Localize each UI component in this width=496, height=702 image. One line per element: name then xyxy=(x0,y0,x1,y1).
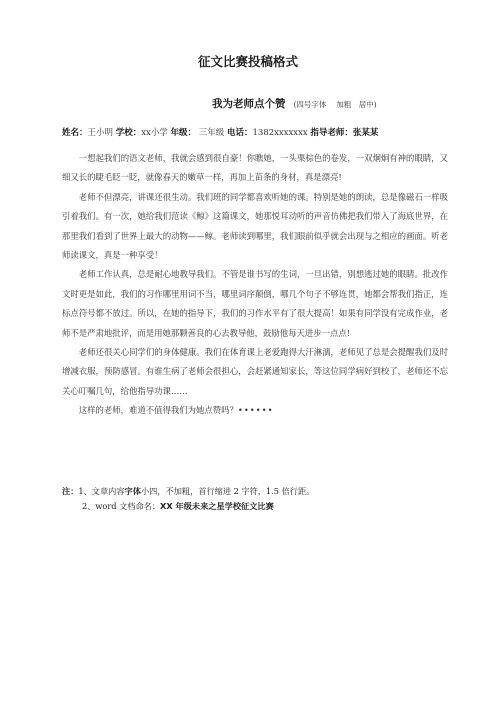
grade-value: 三年级 xyxy=(198,128,225,138)
note-item-1-bold: 字体 xyxy=(124,486,141,496)
essay-paragraph-3: 老师工作认真，总是耐心地教导我们。不管是谁书写的生词，一旦出错，别想逃过她的眼睛。批改作文时更是如此，我们的习作哪里用词不当，哪里词序颠倒，哪几个句子不够连贯，她都会帮我们指正，连标点符号都不放过。所以，在她的指导下，我们的习作水平有了很大提高！如果有同学没有完成作业，老师不是严肃地批评，而是用她那颗善良的心去教导他，鼓励他每天进步一点点! xyxy=(62,269,448,338)
essay-format-note: (四号字体 加粗 居中) xyxy=(293,100,377,109)
essay-paragraph-4: 老师还很关心同学们的身体健康。我们在体育课上老爱跑得大汗淋漓，老师见了总是会提醒我们及时增减衣服，预防感冒。有谁生病了老师会很担心，会赶紧通知家长，等这位同学病好到校了，老师还不忘关心叮嘱几句，给他指导功课…… xyxy=(62,347,448,396)
closing-text: 这样的老师，难道不值得我们为她点赞吗？ xyxy=(78,405,238,416)
note-item-2 xyxy=(62,499,462,514)
name-label: 姓名： xyxy=(62,128,88,138)
note-item-1-suffix: 小四，不加粗，首行缩进 2 字符，1.5 倍行距。 xyxy=(140,486,315,496)
essay-paragraph-1: 一想起我们的语文老师，我就会感到很自豪！你瞧她，一头栗棕色的卷发，一双炯炯有神的眼睛，又细又长的睫毛眨一眨，就像春天的嫩草一样，再加上苗条的身材，真是漂亮! xyxy=(62,153,448,183)
teacher-value: 张某某 xyxy=(352,128,379,138)
essay-paragraph-2: 老师不但漂亮，讲课还很生动。我们班的同学都喜欢听她的课。特别是她的朗读，总是像磁石一样吸引着我们。有一次，她给我们范读《鲸》这篇课文，她那悦耳动听的声音仿佛把我们带入了海底世界，在那里我们看到了世界上最大的动物——鲸。老师读到哪里，我们眼前似乎就会出现与之相应的画面。听老师读课文，真是一种享受！ xyxy=(62,191,448,261)
essay-body xyxy=(62,149,448,421)
note-item-2-bold: XX 年级未来之星学校征文比赛 xyxy=(160,500,274,511)
name-value: 王小明 xyxy=(87,128,114,138)
phone-value: 1382xxxxxxx xyxy=(252,128,308,138)
school-label: 学校： xyxy=(115,128,142,138)
note-item-2-prefix: 2、word 文档命名： xyxy=(82,500,161,511)
phone-label: 电话： xyxy=(226,128,253,138)
essay-title-line xyxy=(212,96,377,111)
note-item-1 xyxy=(62,484,462,499)
note-label: 注： xyxy=(62,486,79,496)
essay-closing-paragraph xyxy=(62,401,448,420)
teacher-label: 指导老师： xyxy=(310,128,353,138)
grade-label: 年级： xyxy=(170,128,197,138)
author-info-line xyxy=(62,126,378,138)
format-notes xyxy=(62,484,462,513)
essay-title: 我为老师点个赞 xyxy=(212,98,286,110)
school-value: xx小学 xyxy=(141,128,168,138)
document-title: 征文比赛投稿格式 xyxy=(197,54,298,69)
closing-dots: •••••• xyxy=(237,405,274,416)
note-item-1-prefix: 1、文章内容 xyxy=(78,486,125,496)
